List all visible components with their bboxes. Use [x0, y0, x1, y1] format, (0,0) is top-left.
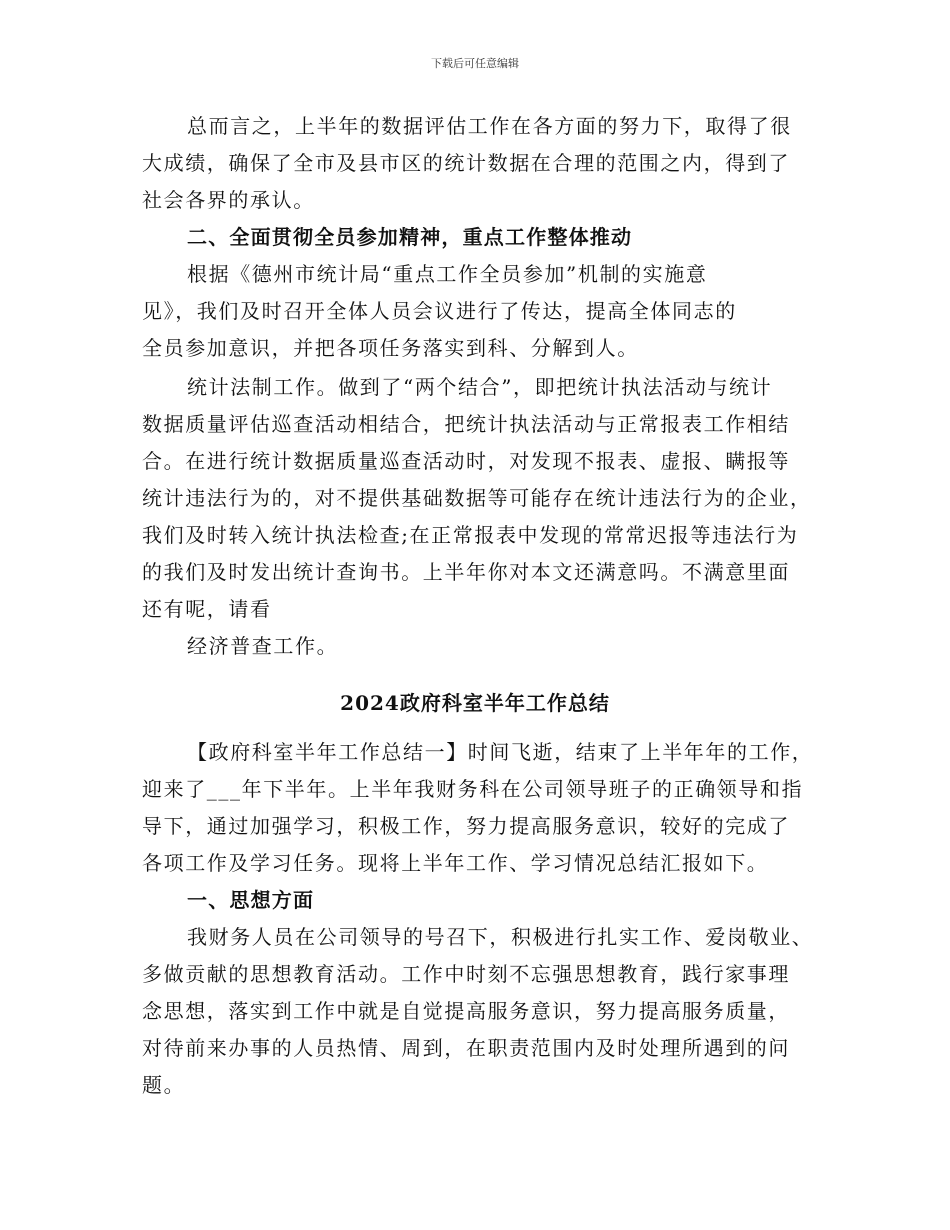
paragraph-line: 念思想，落实到工作中就是自觉提高服务意识，努力提高服务质量，: [142, 999, 790, 1023]
paragraph-line: 对待前来办事的人员热情、周到，在职责范围内及时处理所遇到的问: [142, 1036, 790, 1060]
section-heading: 一、思想方面: [187, 888, 315, 912]
section-heading: 二、全面贯彻全员参加精神，重点工作整体推动: [187, 225, 633, 249]
paragraph-line: 多做贡献的思想教育活动。工作中时刻不忘强思想教育，践行家事理: [142, 962, 790, 986]
paragraph-line: 迎来了___年下半年。上半年我财务科在公司领导班子的正确领导和指: [142, 777, 804, 801]
paragraph-line: 各项工作及学习任务。现将上半年工作、学习情况总结汇报如下。: [142, 851, 769, 875]
page-header: 下载后可任意编辑: [431, 57, 519, 70]
paragraph-line: 【政府科室半年工作总结一】时间飞逝，结束了上半年年的工作，: [187, 740, 814, 764]
paragraph-line: 根据《德州市统计局“重点工作全员参加”机制的实施意: [187, 262, 708, 286]
paragraph-line: 的我们及时发出统计查询书。上半年你对本文还满意吗。不满意里面: [142, 560, 790, 584]
paragraph-line: 见》，我们及时召开全体人员会议进行了传达，提高全体同志的: [142, 299, 737, 323]
paragraph-line: 社会各界的承认。: [142, 188, 315, 212]
paragraph-line: 全员参加意识，并把各项任务落实到科、分解到人。: [142, 336, 639, 360]
document-title: 2024政府科室半年工作总结: [340, 691, 610, 715]
paragraph-line: 统计违法行为的，对不提供基础数据等可能存在统计违法行为的企业，: [142, 486, 812, 510]
paragraph-line: 总而言之，上半年的数据评估工作在各方面的努力下，取得了很: [187, 114, 792, 138]
paragraph-line: 导下，通过加强学习，积极工作，努力提高服务意识，较好的完成了: [142, 814, 790, 838]
paragraph-line: 经济普查工作。: [187, 634, 339, 658]
paragraph-line: 大成绩，确保了全市及县市区的统计数据在合理的范围之内，得到了: [142, 151, 790, 175]
document-body: [142, 108, 814, 1104]
paragraph-line: 合。在进行统计数据质量巡查活动时，对发现不报表、虚报、瞒报等: [142, 449, 790, 473]
paragraph-line: 题。: [142, 1073, 186, 1097]
paragraph-line: 我财务人员在公司领导的号召下，积极进行扎实工作、爱岗敬业、: [187, 925, 814, 949]
paragraph-line: 数据质量评估巡查活动相结合，把统计执法活动与正常报表工作相结: [142, 412, 790, 436]
paragraph-line: 统计法制工作。做到了“两个结合”，即把统计执法活动与统计: [187, 375, 773, 399]
paragraph-line: 我们及时转入统计执法检查;在正常报表中发现的常常迟报等违法行为: [142, 523, 799, 547]
paragraph-line: 还有呢，请看: [142, 597, 272, 621]
